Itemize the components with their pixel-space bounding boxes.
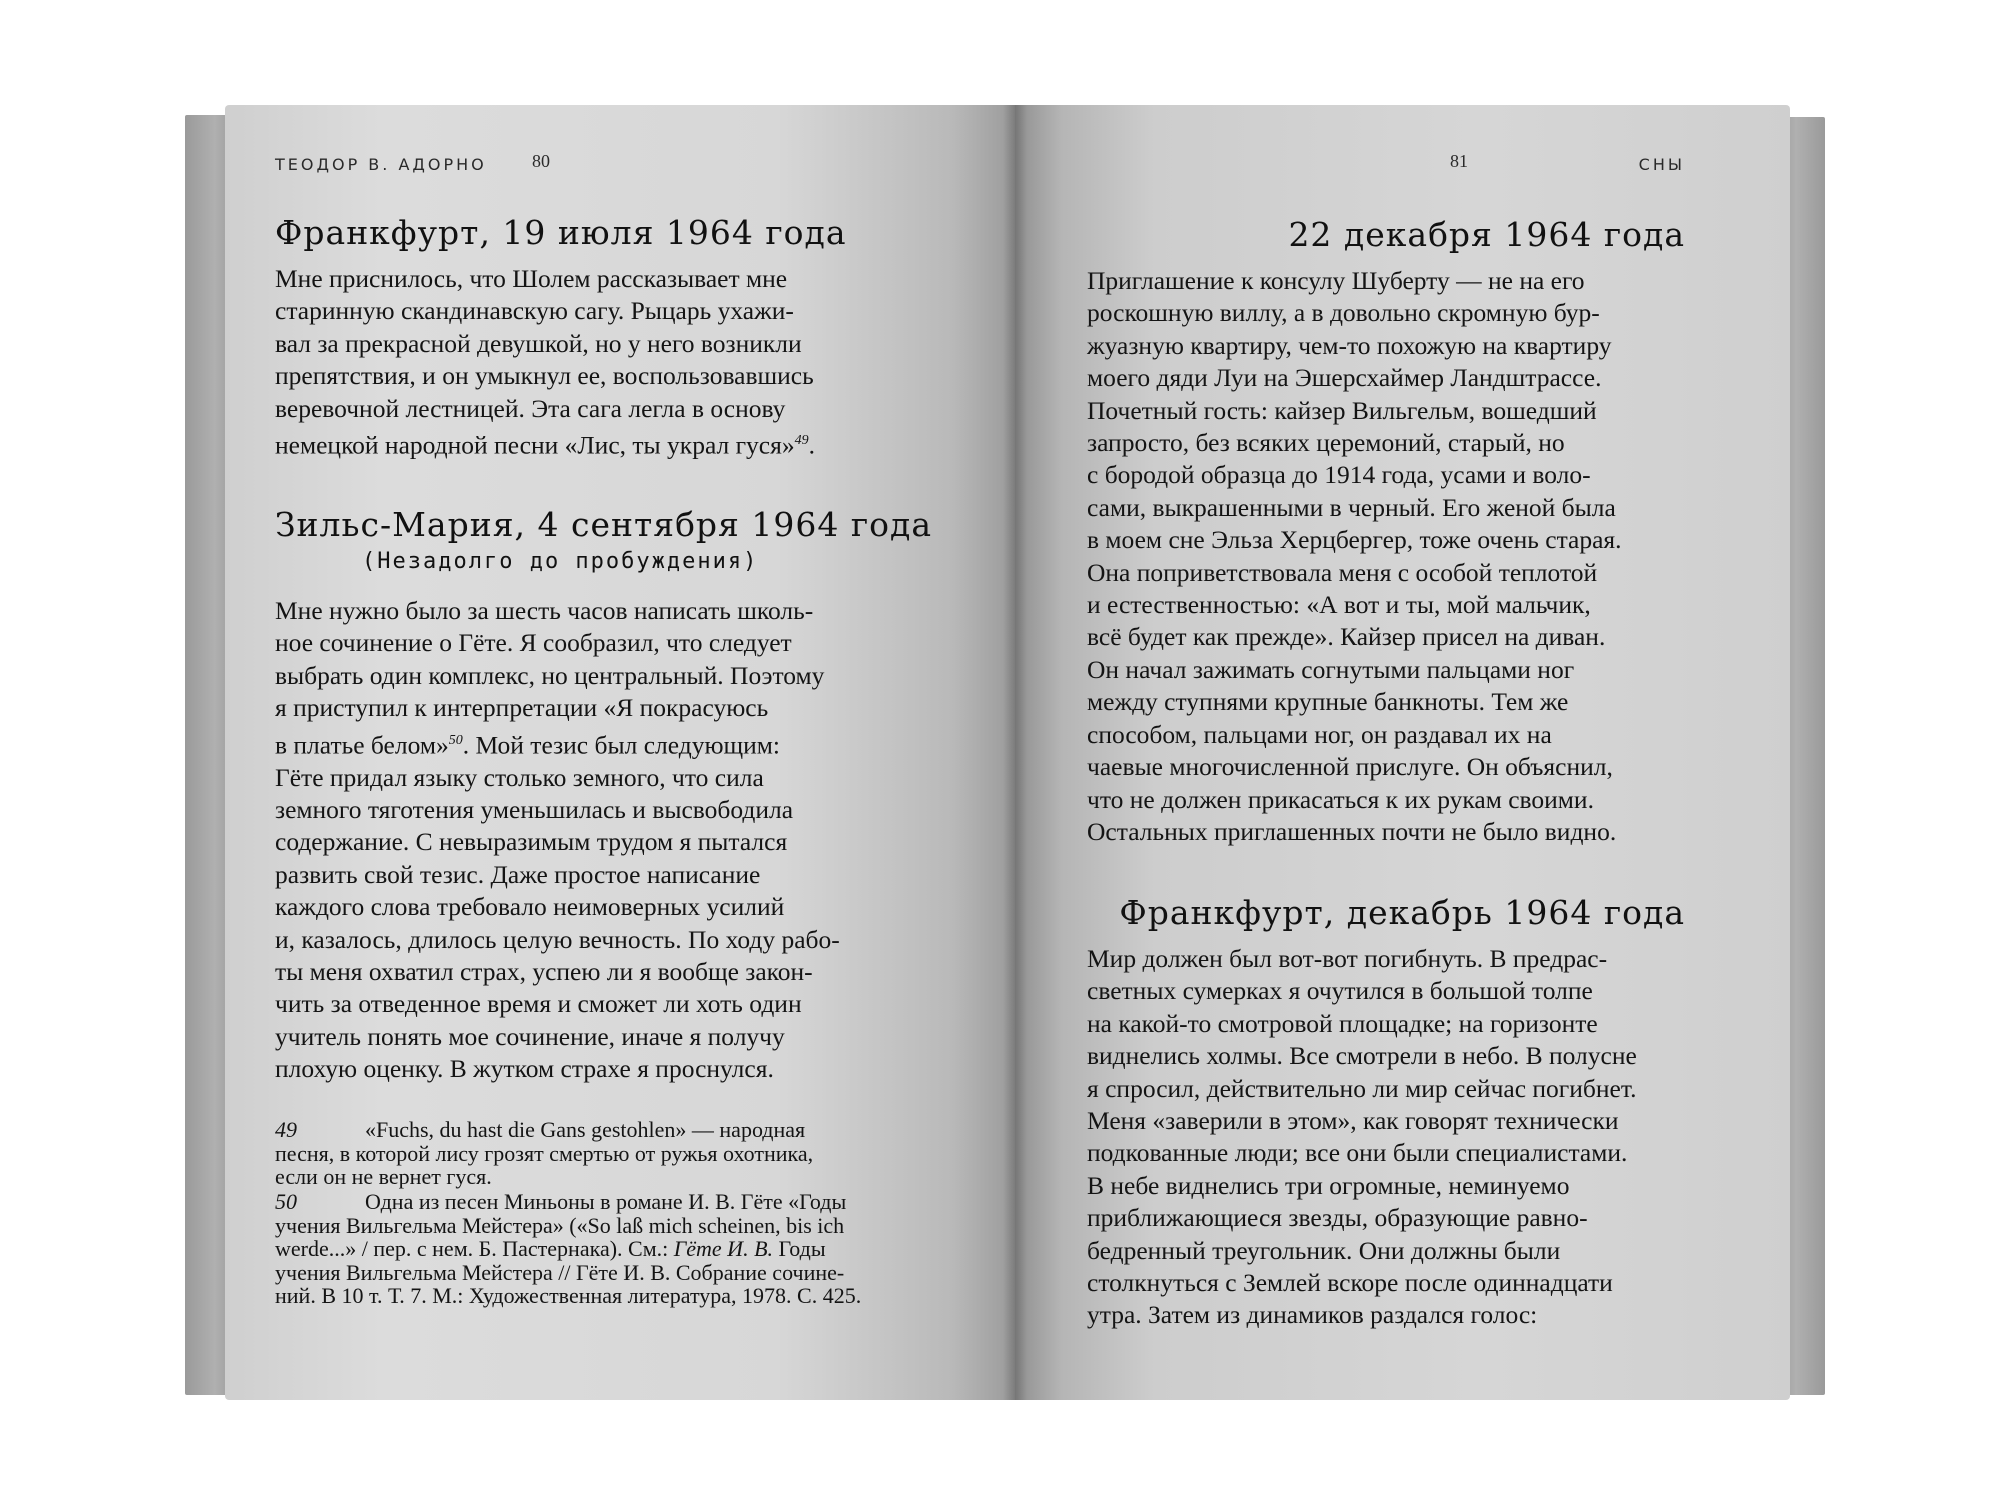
right-page — [1015, 105, 1790, 1400]
text-line: и естественностью: «А вот и ты, мой мальчик, — [1087, 590, 1591, 620]
text-line: старинную скандинавскую сагу. Рыцарь ухажи- — [275, 296, 794, 326]
text-segment: . — [808, 430, 815, 460]
text-segment-italic: Гёте И. В. — [673, 1236, 774, 1261]
text-line: светных сумерках я очутился в большой толпе — [1087, 976, 1593, 1006]
footnote — [275, 1118, 813, 1189]
section-heading: Зильс-Мария, 4 сентября 1964 года — [275, 505, 932, 544]
text-line: чаевые многочисленной прислуге. Он объяснил, — [1087, 752, 1613, 782]
text-line: и, казалось, длилось целую вечность. По ходу рабо- — [275, 924, 840, 954]
text-line: земного тяготения уменьшилась и высвободила — [275, 794, 794, 824]
text-line: препятствия, и он умыкнул ее, воспользовавшись — [275, 361, 814, 391]
text-line: Она поприветствовала меня с особой теплотой — [1087, 557, 1598, 587]
text-line: содержание. С невыразимым трудом я пытался — [275, 827, 788, 857]
text-line: способом, пальцами ног, он раздавал их на — [1087, 719, 1552, 749]
footnote-ref[interactable]: 49 — [794, 433, 809, 449]
page-number-right: 81 — [1450, 151, 1468, 171]
text-line: Меня «заверили в этом», как говорят технически — [1087, 1106, 1619, 1136]
footnote-number: 50 — [275, 1189, 297, 1214]
text-line: Приглашение к консулу Шуберту — не на его — [1087, 266, 1585, 295]
footnote-line: «Fuchs, du hast die Gans gestohlen» — народная — [365, 1117, 806, 1142]
text-line: бедренный треугольник. Они должны были — [1087, 1235, 1561, 1265]
text-line: Мир должен был вот-вот погибнуть. В предрас- — [1087, 944, 1608, 973]
text-line: Остальных приглашенных почти не было видно. — [1087, 816, 1617, 846]
text-line: столкнуться с Землей вскоре после одиннадцати — [1087, 1268, 1613, 1298]
section-heading: Франкфурт, 19 июля 1964 года — [275, 213, 847, 252]
text-segment: в платье белом» — [275, 730, 449, 760]
text-line: моего дяди Луи на Эшерсхаймер Ландштрассе. — [1087, 363, 1602, 393]
text-line: Почетный гость: кайзер Вильгельм, вошедший — [1087, 395, 1597, 425]
text-line: Мне приснилось, что Шолем рассказывает мне — [275, 264, 788, 293]
paragraph — [1087, 943, 1637, 1332]
text-line: с бородой образца до 1914 года, усами и воло- — [1087, 460, 1591, 490]
paragraph — [1087, 265, 1622, 848]
text-line: сами, выкрашенными в черный. Его женой была — [1087, 492, 1616, 522]
text-line: Он начал зажимать согнутыми пальцами ног — [1087, 654, 1575, 684]
section-subheading: (Незадолго до пробуждения) — [362, 549, 759, 574]
text-line: что не должен прикасаться к их рукам своими. — [1087, 784, 1594, 814]
footnote-line: Одна из песен Миньоны в романе И. В. Гёте «Годы — [365, 1189, 847, 1214]
page-number-left: 80 — [532, 151, 550, 171]
book-gutter-shadow — [1003, 105, 1027, 1400]
text-line: утра. Затем из динамиков раздался голос: — [1087, 1300, 1538, 1330]
paragraph — [275, 595, 840, 1086]
text-line: подкованные люди; все они были специалистами. — [1087, 1138, 1628, 1168]
section-heading: 22 декабря 1964 года — [1288, 215, 1685, 254]
text-line: ное сочинение о Гёте. Я сообразил, что следует — [275, 628, 792, 658]
text-line: чить за отведенное время и сможет ли хоть один — [275, 989, 802, 1019]
text-line: плохую оценку. В жутком страхе я проснулся. — [275, 1054, 774, 1084]
footnote-line: учения Вильгельма Мейстера // Гёте И. В. Собрание сочине- — [275, 1259, 845, 1285]
text-line: ты меня охватил страх, успею ли я вообще закон- — [275, 956, 813, 986]
text-line — [275, 725, 840, 762]
footnote-ref[interactable]: 50 — [448, 732, 463, 748]
footnote-line: если он не вернет гуся. — [275, 1164, 492, 1189]
text-line: Мне нужно было за шесть часов написать школь- — [275, 596, 814, 625]
text-line — [275, 425, 815, 462]
text-line: В небе виднелись три огромные, неминуемо — [1087, 1170, 1570, 1200]
text-segment: werde...» / пер. с нем. Б. Пастернака). См.: — [275, 1236, 674, 1261]
text-segment: Годы — [773, 1236, 826, 1261]
text-line: вал за прекрасной девушкой, но у него возникли — [275, 328, 802, 358]
paragraph — [275, 263, 815, 462]
footnote-line: песня, в которой лису грозят смертью от ружья охотника, — [275, 1140, 814, 1166]
left-page — [225, 105, 1015, 1400]
text-line: каждого слова требовало неимоверных усилий — [275, 892, 785, 922]
text-line: жуазную квартиру, чем-то похожую на квартиру — [1087, 330, 1612, 360]
text-line: я спросил, действительно ли мир сейчас погибнет. — [1087, 1073, 1637, 1103]
open-book — [185, 105, 1825, 1400]
text-line: я приступил к интерпретации «Я покрасуюсь — [275, 693, 769, 723]
text-line: выбрать один комплекс, но центральный. Поэтому — [275, 660, 825, 690]
running-head-right: СНЫ — [1638, 155, 1685, 174]
section-heading: Франкфурт, декабрь 1964 года — [1119, 893, 1685, 932]
text-segment: . Мой тезис был следующим: — [462, 730, 781, 760]
running-head-left: ТЕОДОР В. АДОРНО — [275, 155, 487, 174]
text-line: на какой-то смотровой площадке; на горизонте — [1087, 1008, 1598, 1038]
footnote-line — [275, 1237, 861, 1261]
text-line: между ступнями крупные банкноты. Тем же — [1087, 687, 1569, 717]
text-line: Гёте придал языку столько земного, что сила — [275, 762, 764, 792]
text-line: развить свой тезис. Даже простое написание — [275, 859, 761, 889]
text-line: роскошную виллу, а в довольно скромную бур- — [1087, 298, 1600, 328]
text-segment: немецкой народной песни «Лис, ты украл гуся» — [275, 430, 795, 460]
text-line: в моем сне Эльза Херцбергер, тоже очень старая. — [1087, 525, 1622, 555]
text-line: приближающиеся звезды, образующие равно- — [1087, 1203, 1588, 1233]
text-line: веревочной лестницей. Эта сага легла в основу — [275, 393, 786, 423]
text-line: запросто, без всяких церемоний, старый, но — [1087, 428, 1565, 458]
footnote-line: ний. В 10 т. Т. 7. М.: Художественная литература, 1978. С. 425. — [275, 1283, 862, 1308]
footnote — [275, 1190, 861, 1308]
footnote-line: учения Вильгельма Мейстера» («So laß mich scheinen, bis ich — [275, 1212, 845, 1238]
text-line: учитель понять мое сочинение, иначе я получу — [275, 1021, 785, 1051]
footnote-number: 49 — [275, 1117, 297, 1142]
text-line: всё будет как прежде». Кайзер присел на диван. — [1087, 622, 1606, 652]
text-line: виднелись холмы. Все смотрели в небо. В полусне — [1087, 1041, 1637, 1071]
